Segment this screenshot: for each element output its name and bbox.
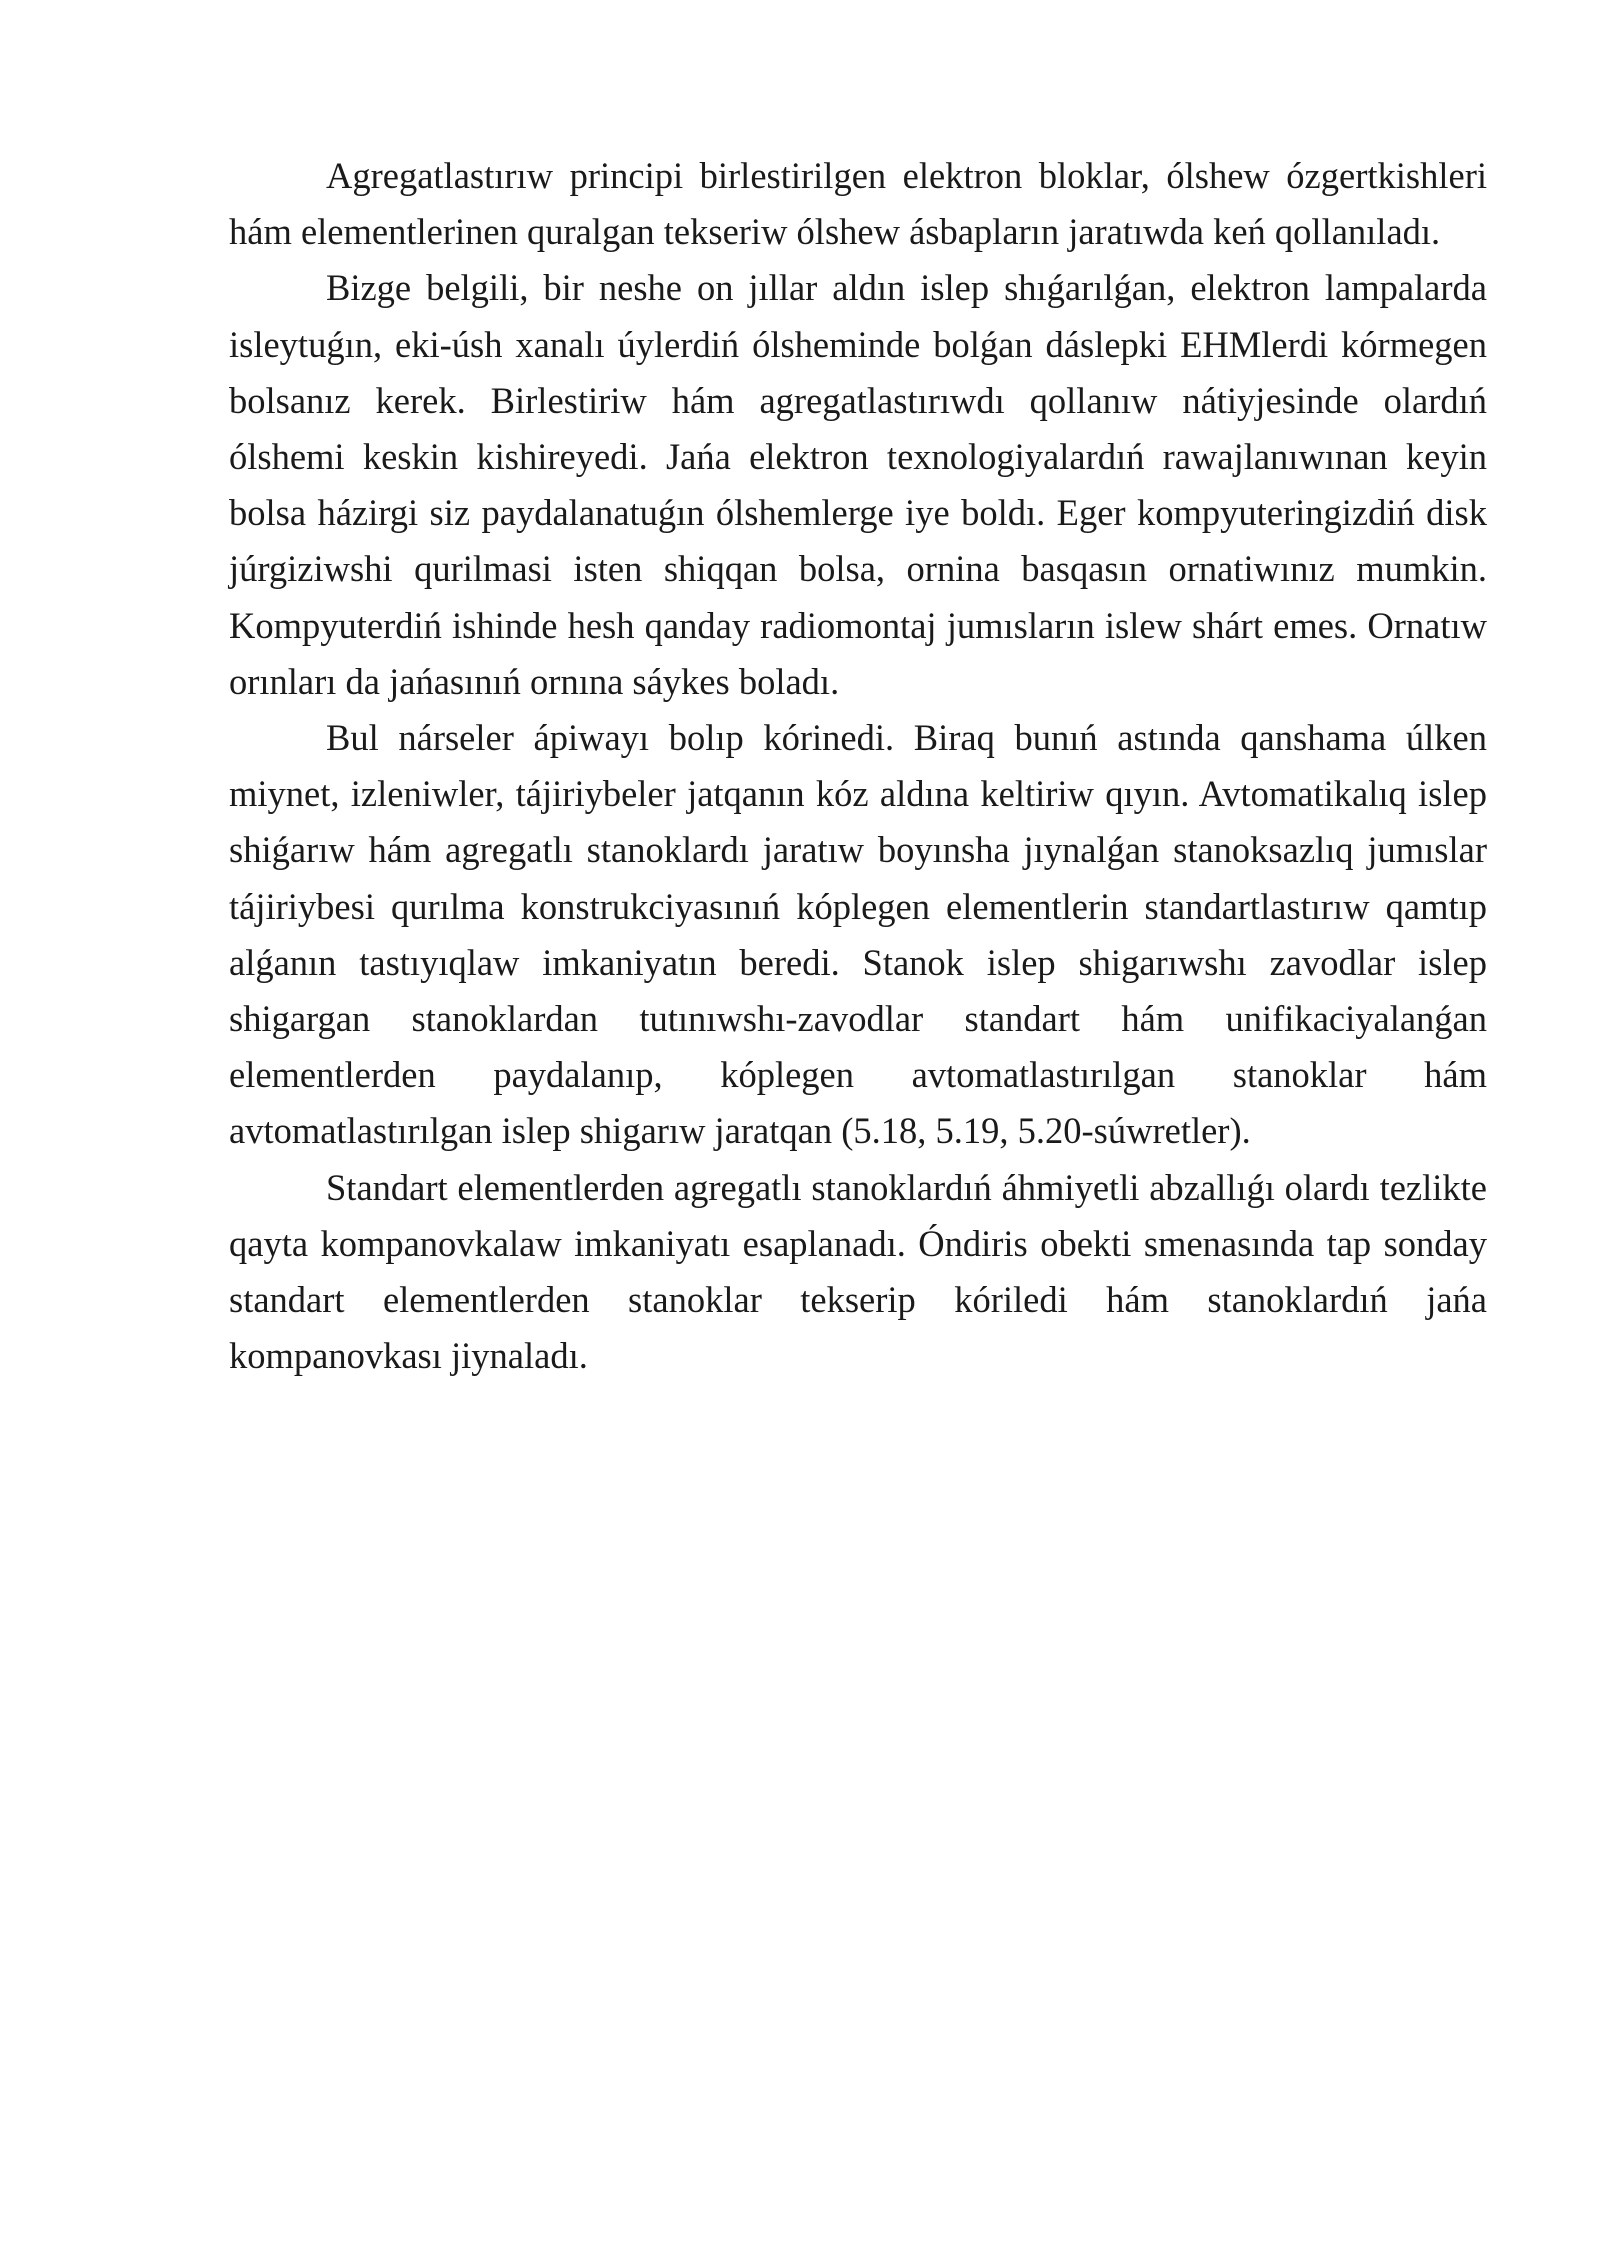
paragraph-2: Bizge belgili, bir neshe on jıllar aldın islep shıǵarılǵan, elektron lampalarda isleytuǵın, eki-úsh xanalı úylerdiń ólsheminde bolǵan dáslepki EHMlerdi kórmegen bolsanız kerek. Birlestiriw hám agregatlastırıwdı qollanıw nátiyjesinde olardıń ólshemi keskin kishireyedi. Jańa elektron texnologiyalardıń rawajlanıwınan keyin bolsa házirgi siz paydalanatuǵın ólshemlerge iye boldı. Eger kompyuteringizdiń disk júrgiziwshi qurilmasi isten shiqqan bolsa, ornina basqasın ornatiwınız mumkin. Kompyuterdiń ishinde hesh qanday radiomontaj jumısların islew shárt emes. Ornatıw orınları da jańasınıń ornına sáykes boladı. bbox=[229, 267, 1487, 702]
document-body bbox=[229, 148, 1487, 1384]
paragraph-4: Standart elementlerden agregatlı stanoklardıń áhmiyetli abzallıǵı olardı tezlikte qayta kompanovkalaw imkaniyatı esaplanadı. Óndiris obekti smenasında tap sonday standart elementlerden stanoklar tekserip kóriledi hám stanoklardıń jańa kompanovkası jiynaladı. bbox=[229, 1166, 1487, 1377]
paragraph-3: Bul nárseler ápiwayı bolıp kórinedi. Biraq bunıń astında qanshama úlken miynet, izleniwler, tájiriybeler jatqanın kóz aldına keltiriw qıyın. Avtomatikalıq islep shiǵarıw hám agregatlı stanoklardı jaratıw boyınsha jıynalǵan stanoksazlıq jumıslar tájiriybesi qurılma konstrukciyasınıń kóplegen elementlerin standartlastırıw qamtıp alǵanın tastıyıqlaw imkaniyatın beredi. Stanok islep shigarıwshı zavodlar islep shigargan stanoklardan tutınıwshı-zavodlar standart hám unifikaciyalanǵan elementlerden paydalanıp, kóplegen avtomatlastırılgan stanoklar hám avtomatlastırılgan islep shigarıw jaratqan (5.18, 5.19, 5.20-súwretler). bbox=[229, 717, 1487, 1152]
paragraph-1: Agregatlastırıw principi birlestirilgen elektron bloklar, ólshew ózgertkishleri hám elementlerinen quralgan tekseriw ólshew ásbapların jaratıwda keń qollanıladı. bbox=[229, 155, 1487, 253]
